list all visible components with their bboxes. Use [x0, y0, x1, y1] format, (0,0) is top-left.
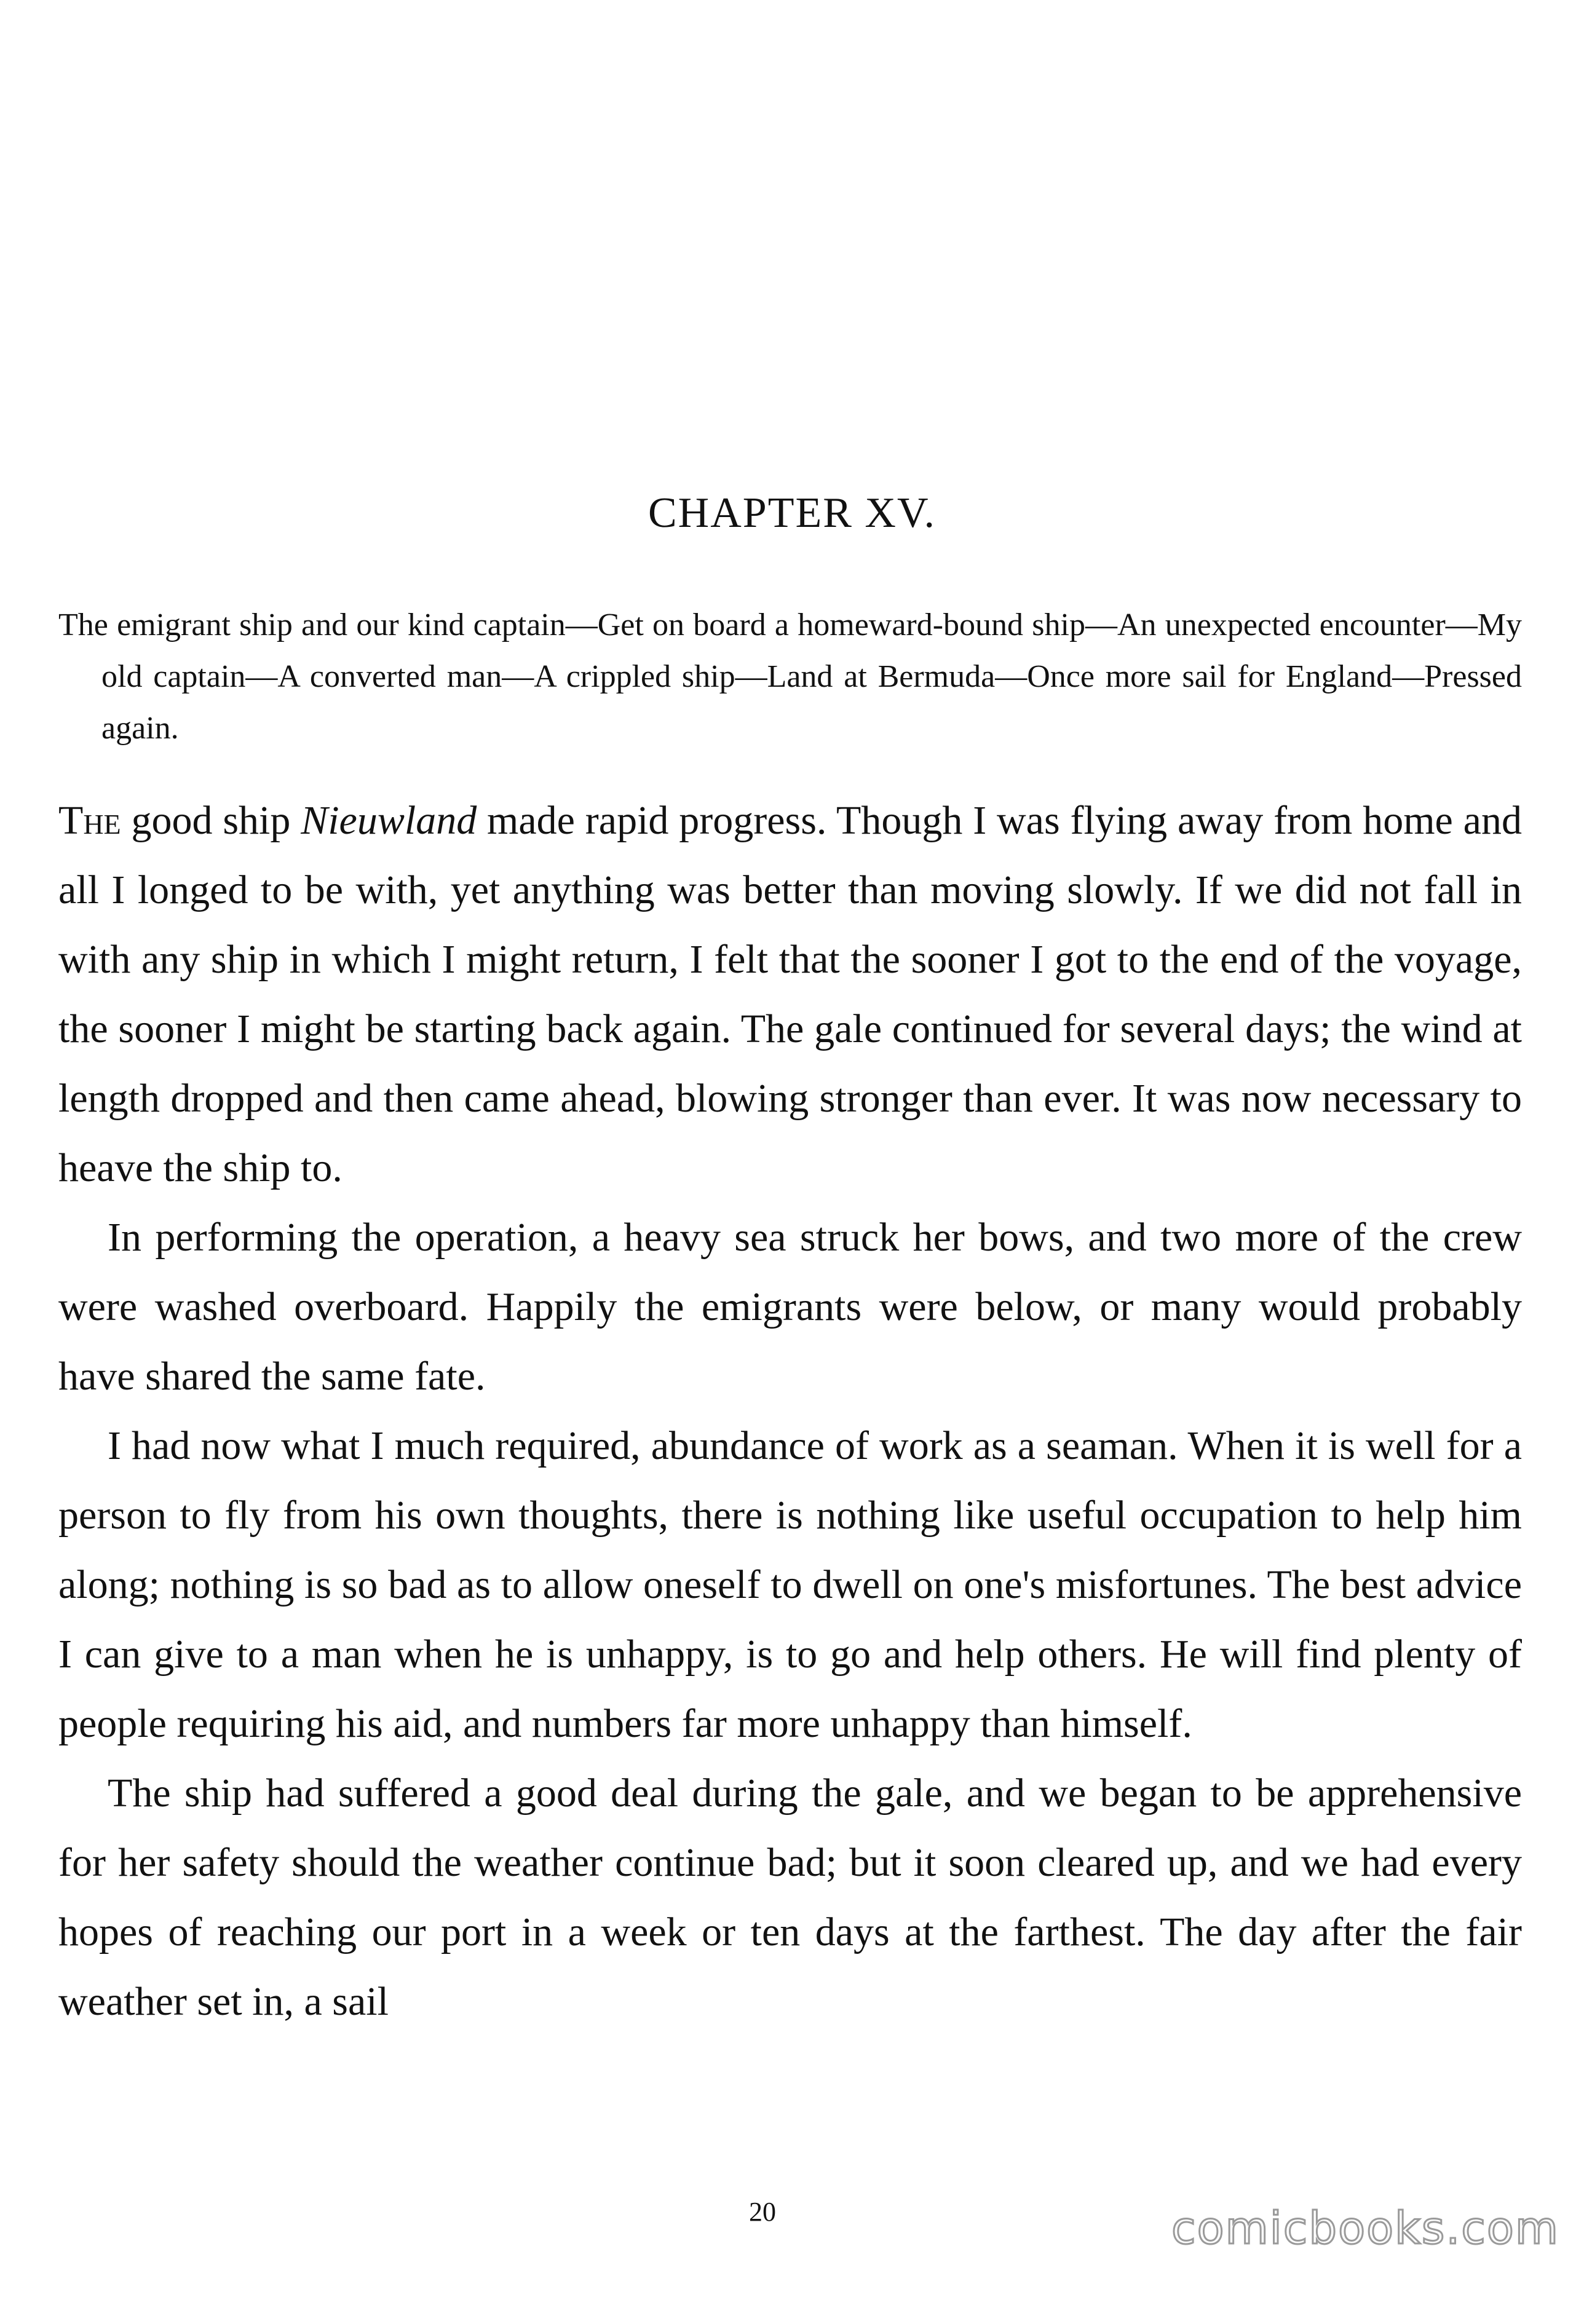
- paragraph-1: [58, 786, 1522, 1203]
- paragraph-2: In performing the operation, a heavy sea struck her bows, and two more of the crew were washed overboard. Happily the emigrants were below, or many would probably have shared the same fate.: [58, 1215, 1522, 1399]
- paragraph-3: I had now what I much required, abundance of work as a seaman. When it is well for a person to fly from his own thoughts, there is nothing like useful occupation to help him along; nothing is so bad as to allow oneself to dwell on one's misfortunes. The best advice I can give to a man when he is unhappy, is to go and help others. He will find plenty of people requiring his aid, and numbers far more unhappy than himself.: [58, 1423, 1522, 1746]
- body-text: [58, 786, 1522, 2036]
- watermark-text: comicbooks.com: [1171, 2202, 1560, 2254]
- paragraph-4: The ship had suffered a good deal during the gale, and we began to be apprehensive for her safety should the weather continue bad; but it soon cleared up, and we had every hopes of reaching our port in a week or ten days at the farthest. The day after the fair weather set in, a sail: [58, 1771, 1522, 2024]
- paragraph-1-rest: made rapid progress. Though I was flying away from home and all I longed to be with, yet anything was better than moving slowly. If we did not fall in with any ship in which I might return, I felt that the sooner I got to the end of the voyage, the sooner I might be starting back again. The gale continued for several days; the wind at length dropped and then came ahead, blowing stronger than ever. It was now necessary to heave the ship to.: [58, 798, 1522, 1190]
- paragraph-1-pre: good ship: [121, 798, 301, 843]
- paragraph-1-lead: The: [58, 798, 121, 843]
- chapter-title: CHAPTER XV.: [647, 489, 936, 537]
- chapter-summary: The emigrant ship and our kind captain—Get on board a homeward-bound ship—An unexpected encounter—My old captain—A converted man—A crippled ship—Land at Bermuda—Once more sail for England—Pressed again.: [58, 607, 1522, 746]
- ship-name: Nieuwland: [301, 798, 477, 843]
- page-catchword: 20: [749, 2197, 776, 2227]
